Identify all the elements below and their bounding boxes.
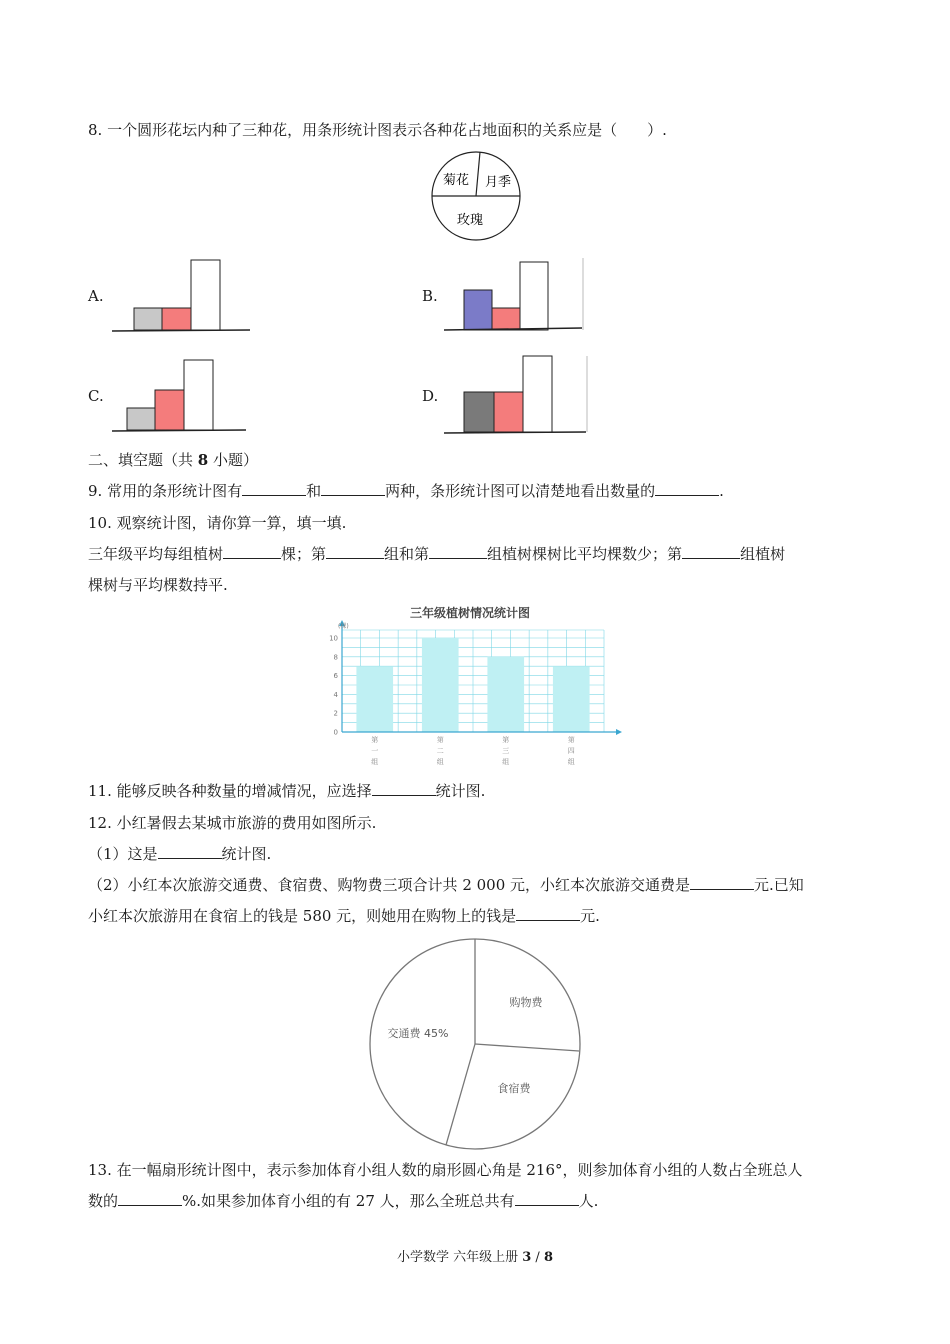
q12-stem: 12. 小红暑假去某城市旅游的费用如图所示. — [88, 814, 377, 832]
option-a-chart[interactable] — [108, 256, 253, 336]
y-tick-label: 8 — [333, 653, 338, 662]
q11-blank[interactable] — [372, 781, 436, 796]
x-axis-arrow — [616, 729, 622, 735]
x-tick-label: 第三组 — [502, 736, 510, 766]
x-tick-label: 第一组 — [371, 736, 379, 766]
page-total: 8 — [543, 1250, 553, 1265]
option-a-label[interactable]: A. — [88, 287, 104, 305]
q8-pie-chart — [428, 148, 524, 244]
y-tick-label: 10 — [329, 634, 338, 643]
pie-label-lodging: 食宿费 — [497, 1082, 531, 1095]
q10-stem: 10. 观察统计图，请你算一算，填一填. — [88, 514, 347, 532]
pie-label-chrysanthemum: 菊花 — [442, 173, 470, 188]
q12-blank-3[interactable] — [516, 906, 580, 921]
q12-sub-2: （2）小红本次旅游交通费、食宿费、购物费三项合计共 2 000 元，小红本次旅游交通费是 元.已知 — [88, 876, 804, 894]
q10-line-1: 三年级平均每组植树 棵；第 组和第 组植树棵树比平均棵数少；第 组植树 — [88, 545, 786, 563]
bar-3 — [487, 657, 524, 732]
q10-blank-2[interactable] — [326, 544, 384, 559]
y-tick-label: 4 — [333, 690, 338, 699]
bar-4 — [553, 666, 590, 732]
pie-label-transport: 交通费 45% — [387, 1027, 449, 1040]
q10-line-2: 棵树与平均棵数持平. — [88, 576, 228, 594]
option-d-chart[interactable] — [440, 352, 590, 436]
q8-stem: 8. 一个圆形花坛内种了三种花，用条形统计图表示各种花占地面积的关系应是（ ）. — [88, 121, 667, 139]
page-number: 3 — [522, 1250, 532, 1265]
bar-2 — [422, 638, 459, 732]
option-c-label[interactable]: C. — [88, 387, 104, 405]
x-tick-label: 第二组 — [436, 736, 444, 766]
q9-blank-3[interactable] — [655, 481, 719, 496]
q13-line-2: 数的 %.如果参加体育小组的有 27 人，那么全班总共有 人. — [88, 1192, 599, 1210]
q11: 11. 能够反映各种数量的增减情况，应选择 统计图. — [88, 782, 486, 800]
q9-blank-1[interactable] — [242, 481, 306, 496]
option-d-label[interactable]: D. — [422, 387, 439, 405]
q12-blank-1[interactable] — [158, 844, 222, 859]
page-footer: 小学数学 六年级上册 3 / 8 — [396, 1250, 553, 1265]
q10-blank-1[interactable] — [223, 544, 281, 559]
section-title: 二、填空题（共 8 小题） — [88, 451, 258, 469]
q13-line-1: 13. 在一幅扇形统计图中，表示参加体育小组人数的扇形圆心角是 216°，则参加体育小组的人数占全班总人 — [88, 1161, 803, 1179]
y-tick-label: 0 — [333, 728, 338, 737]
q13-blank-2[interactable] — [515, 1191, 579, 1206]
q13-blank-1[interactable] — [118, 1191, 182, 1206]
q10-blank-4[interactable] — [682, 544, 740, 559]
q12-sub-2-cont: 小红本次旅游用在食宿上的钱是 580 元，则她用在购物上的钱是 元. — [88, 907, 600, 925]
pie-label-shopping: 购物费 — [509, 996, 543, 1009]
y-tick-label: 2 — [333, 709, 338, 718]
q9-blank-2[interactable] — [321, 481, 385, 496]
x-tick-label: 第四组 — [567, 736, 575, 766]
bar-1 — [356, 666, 393, 732]
q12-sub-1: （1）这是 统计图. — [88, 845, 272, 863]
tree-planting-bar-chart — [320, 600, 630, 772]
pie-label-rose-monthly: 月季 — [484, 175, 512, 190]
y-tick-label: 6 — [333, 672, 338, 681]
q12-blank-2[interactable] — [690, 875, 754, 890]
chart-title: 三年级植树情况统计图 — [409, 606, 531, 620]
option-c-chart[interactable] — [108, 356, 253, 436]
q9: 9. 常用的条形统计图有 和 两种，条形统计图可以清楚地看出数量的 . — [88, 482, 724, 500]
pie-label-rose: 玫瑰 — [456, 213, 484, 228]
q10-blank-3[interactable] — [429, 544, 487, 559]
travel-expense-pie-chart — [366, 934, 588, 1154]
option-b-label[interactable]: B. — [422, 287, 438, 305]
chart-ylabel: (棵) — [338, 623, 349, 630]
option-b-chart[interactable] — [440, 256, 585, 336]
